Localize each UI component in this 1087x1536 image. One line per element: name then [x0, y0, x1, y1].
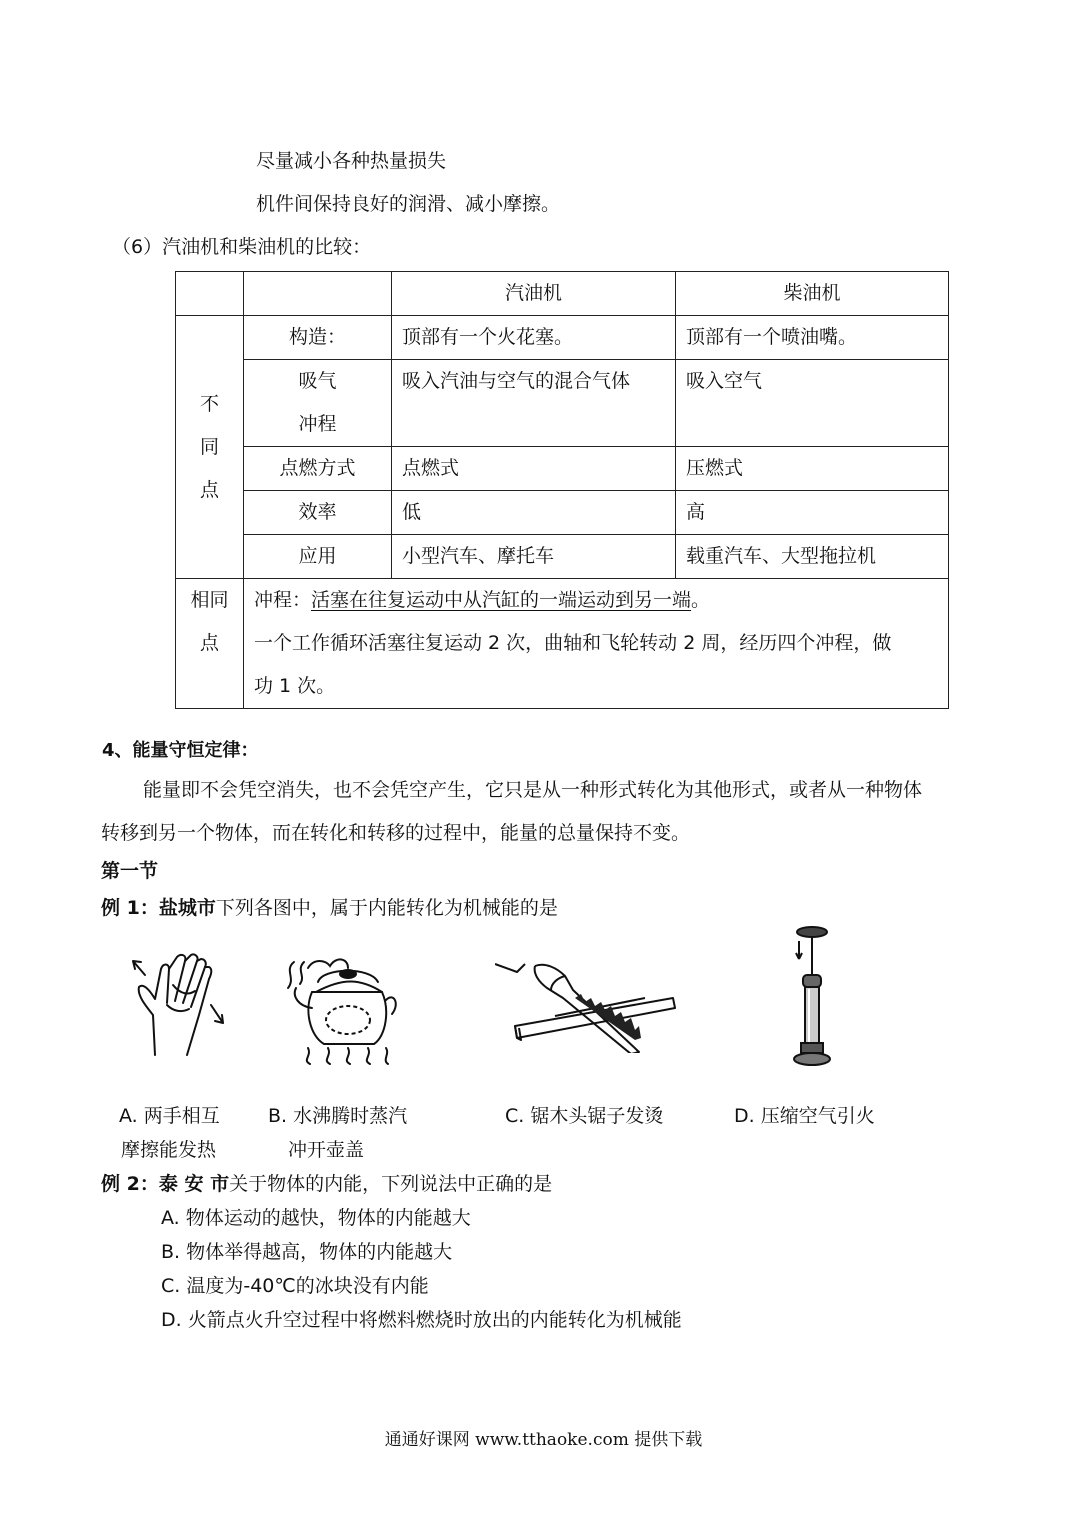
stroke-definition: 活塞在往复运动中从汽缸的一端运动到另一端	[311, 589, 692, 611]
same-line	[254, 579, 938, 622]
table-cell	[244, 272, 392, 316]
subsection-heading: 第一节	[101, 860, 159, 882]
example-question: 下列各图中，属于内能转化为机械能的是	[215, 897, 558, 919]
text-line: 机件间保持良好的润滑、减小摩擦。	[256, 193, 561, 215]
comparison-table	[175, 271, 949, 709]
example-2	[101, 1169, 552, 1196]
section-heading: 4、能量守恒定律：	[102, 740, 259, 761]
petrol-cell: 小型汽车、摩托车	[392, 535, 676, 579]
diesel-cell: 吸入空气	[676, 360, 949, 447]
option-c: C. 温度为-40℃的冰块没有内能	[161, 1275, 429, 1297]
section-heading: （6）汽油机和柴油机的比较：	[112, 236, 372, 258]
same-line: 功 1 次。	[254, 675, 336, 697]
row-label: 构造：	[244, 316, 392, 360]
air-compression-igniter-illustration	[785, 925, 840, 1070]
hands-rubbing-illustration	[125, 945, 235, 1060]
row-label	[244, 360, 392, 447]
row-label: 应用	[244, 535, 392, 579]
caption-a: A. 两手相互	[119, 1105, 220, 1127]
example-question: 关于物体的内能，下列说法中正确的是	[229, 1173, 553, 1195]
paragraph-line: 能量即不会凭空消失，也不会凭空产生，它只是从一种形式转化为其他形式，或者从一种物体	[143, 779, 923, 801]
saw-wood-illustration	[495, 958, 680, 1053]
same-group-cell	[176, 579, 244, 709]
text-line: 尽量减小各种热量损失	[256, 150, 447, 172]
option-b: B. 物体举得越高，物体的内能越大	[161, 1241, 453, 1263]
group-char: 相同	[190, 589, 229, 611]
caption-c: C. 锯木头锯子发烫	[505, 1105, 664, 1127]
table-cell	[176, 272, 244, 316]
same-def-end: 。	[691, 589, 711, 611]
caption-d: D. 压缩空气引火	[734, 1105, 875, 1127]
petrol-cell: 点燃式	[392, 447, 676, 491]
caption-a: 摩擦能发热	[121, 1139, 217, 1161]
group-char: 点	[199, 632, 219, 654]
table-row	[176, 272, 949, 316]
row-label: 点燃方式	[244, 447, 392, 491]
diesel-cell: 高	[676, 491, 949, 535]
example-1	[101, 893, 558, 920]
group-char: 点	[199, 478, 219, 501]
caption-b: 冲开壶盖	[288, 1139, 365, 1161]
petrol-cell: 顶部有一个火花塞。	[392, 316, 676, 360]
same-content-cell	[244, 579, 949, 709]
diesel-cell: 压燃式	[676, 447, 949, 491]
table-row	[176, 360, 949, 447]
table-header-diesel: 柴油机	[676, 272, 949, 316]
petrol-cell: 低	[392, 491, 676, 535]
diesel-cell: 载重汽车、大型拖拉机	[676, 535, 949, 579]
kettle-illustration	[282, 948, 412, 1066]
row-label-line: 冲程	[298, 413, 337, 435]
table-row	[176, 535, 949, 579]
paragraph-line: 转移到另一个物体，而在转化和转移的过程中，能量的总量保持不变。	[101, 822, 691, 844]
caption-b: B. 水沸腾时蒸汽	[268, 1105, 408, 1127]
table-row	[176, 491, 949, 535]
table-header-petrol: 汽油机	[392, 272, 676, 316]
petrol-cell: 吸入汽油与空气的混合气体	[392, 360, 676, 447]
page-footer: 通通好课网 www.tthaoke.com 提供下载	[384, 1430, 703, 1450]
diff-group-cell	[176, 316, 244, 579]
table-row	[176, 579, 949, 709]
table-row	[176, 316, 949, 360]
option-a: A. 物体运动的越快，物体的内能越大	[161, 1207, 471, 1229]
group-char: 不	[199, 392, 219, 415]
example-label: 例 2：泰 安 市	[101, 1173, 230, 1195]
group-char: 同	[199, 435, 219, 458]
diesel-cell: 顶部有一个喷油嘴。	[676, 316, 949, 360]
row-label: 效率	[244, 491, 392, 535]
row-label-line: 吸气	[298, 370, 337, 392]
same-prefix: 冲程：	[254, 589, 312, 611]
option-d: D. 火箭点火升空过程中将燃料燃烧时放出的内能转化为机械能	[161, 1309, 682, 1331]
same-line: 一个工作循环活塞往复运动 2 次，曲轴和飞轮转动 2 周，经历四个冲程，做	[254, 632, 892, 654]
example-label: 例 1：盐城市	[101, 897, 216, 919]
table-row	[176, 447, 949, 491]
